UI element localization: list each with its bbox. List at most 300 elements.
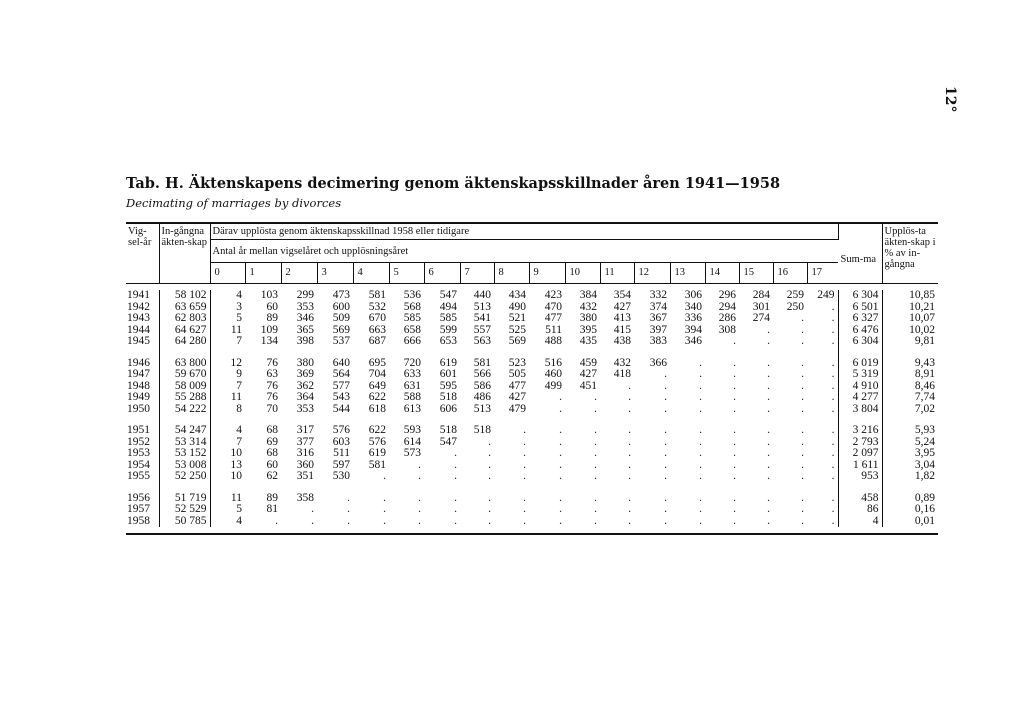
cell-year-8: . — [523, 503, 526, 515]
table-row — [126, 437, 938, 449]
cell-year-1: 63 — [266, 368, 278, 380]
row-summa: 3 804 — [838, 404, 882, 416]
cell-year-0: 13 — [230, 458, 242, 471]
cell-year-4: 532 — [368, 300, 386, 313]
cell-year-4: 581 — [368, 289, 386, 301]
cell-year-3: 597 — [332, 458, 350, 471]
row-ingangna: 64 627 — [159, 325, 210, 337]
row-summa: 458 — [838, 493, 882, 505]
cell-year-2: 299 — [296, 289, 314, 301]
cell-year-3: 544 — [332, 402, 350, 415]
row-summa: 2 097 — [838, 448, 882, 460]
cell-year-9: . — [559, 402, 562, 415]
cell-year-6: 601 — [439, 368, 457, 380]
cell-year-14: . — [733, 379, 736, 392]
header-year-7: 7 — [460, 263, 494, 284]
cell-year-13: . — [699, 356, 702, 369]
cell-year-11: 413 — [613, 312, 631, 324]
cell-year-6: 585 — [439, 312, 457, 324]
cell-year-0: 10 — [230, 447, 242, 459]
row-percent: 3,95 — [914, 447, 935, 459]
cell-year-5: 633 — [403, 368, 421, 380]
cell-year-6: . — [454, 503, 457, 515]
cell-year-5: 573 — [403, 447, 421, 459]
cell-year-12: . — [664, 503, 667, 515]
cell-year-15: 301 — [752, 300, 770, 313]
cell-year-15: . — [767, 323, 770, 336]
cell-year-6: 595 — [439, 379, 457, 392]
cell-year-13: 306 — [684, 289, 702, 301]
cell-year-0: 11 — [230, 491, 242, 504]
cell-year-17: . — [807, 336, 838, 348]
cell-year-9: 511 — [545, 323, 562, 336]
cell-year-0: 11 — [230, 391, 242, 403]
cell-year-2: 351 — [296, 470, 314, 482]
table-row — [126, 493, 938, 505]
cell-year-10: 451 — [579, 379, 597, 392]
cell-year-10: 380 — [579, 312, 597, 324]
cell-year-7: 557 — [473, 323, 491, 336]
cell-year-16: . — [801, 312, 804, 324]
cell-year-14: . — [733, 470, 736, 482]
cell-year-9: . — [559, 447, 562, 459]
row-ingangna: 59 670 — [159, 369, 210, 381]
cell-year-13: . — [699, 447, 702, 459]
cell-year-16: . — [801, 323, 804, 336]
cell-year-11: . — [628, 470, 631, 482]
row-percent: 8,46 — [914, 379, 935, 392]
cell-year-15: . — [767, 435, 770, 448]
cell-year-8: 569 — [508, 335, 526, 347]
cell-year-8: 490 — [508, 300, 526, 313]
cell-year-1: 68 — [266, 447, 278, 459]
cell-year-8: . — [523, 470, 526, 482]
cell-year-10: . — [594, 435, 597, 448]
row-ingangna: 53 152 — [159, 448, 210, 460]
cell-year-16: . — [801, 424, 804, 436]
cell-year-14: . — [733, 514, 736, 527]
cell-year-15: 284 — [752, 289, 770, 301]
header-year-3: 3 — [317, 263, 353, 284]
cell-year-5: 588 — [403, 391, 421, 403]
cell-year-12: . — [664, 368, 667, 380]
row-year: 1944 — [126, 325, 159, 337]
cell-year-5: . — [418, 458, 421, 471]
row-summa: 4 — [838, 516, 882, 528]
cell-year-0: 9 — [236, 368, 242, 380]
cell-year-2: 360 — [296, 458, 314, 471]
row-year: 1952 — [126, 437, 159, 449]
cell-year-4: 622 — [368, 391, 386, 403]
cell-year-9: 516 — [544, 356, 562, 369]
cell-year-5: 666 — [403, 335, 421, 347]
cell-year-12: 374 — [649, 300, 667, 313]
cell-year-14: . — [733, 335, 736, 347]
cell-year-6: 547 — [439, 435, 457, 448]
header-upplosta: Upplös-ta äkten-skap i % av in-gångna — [884, 226, 936, 270]
cell-year-17: 249 — [807, 290, 838, 302]
cell-year-16: . — [801, 470, 804, 482]
row-year: 1957 — [126, 504, 159, 516]
header-summa: Sum-ma — [838, 224, 882, 284]
cell-year-5: . — [418, 514, 421, 527]
row-ingangna: 63 659 — [159, 302, 210, 314]
table-row — [126, 448, 938, 460]
cell-year-2: 353 — [296, 402, 314, 415]
row-percent: 7,74 — [914, 391, 935, 403]
table-row — [126, 471, 938, 483]
cell-year-8: . — [523, 491, 526, 504]
cell-year-10: 459 — [579, 356, 597, 369]
cell-year-7: . — [488, 458, 491, 471]
row-percent: 10,07 — [909, 312, 935, 324]
cell-year-7: 486 — [473, 391, 491, 403]
cell-year-15: . — [767, 514, 770, 527]
row-ingangna: 53 314 — [159, 437, 210, 449]
cell-year-6: 518 — [439, 391, 457, 403]
row-summa: 2 793 — [838, 437, 882, 449]
cell-year-11: . — [628, 491, 631, 504]
cell-year-4: 618 — [368, 402, 386, 415]
cell-year-17: . — [807, 437, 838, 449]
cell-year-10: 427 — [579, 368, 597, 380]
cell-year-1: 70 — [266, 402, 278, 415]
cell-year-5: 568 — [403, 300, 421, 313]
cell-year-9: . — [559, 435, 562, 448]
cell-year-1: 76 — [266, 356, 278, 369]
cell-year-10: . — [594, 402, 597, 415]
cell-year-17: . — [807, 516, 838, 528]
cell-year-13: . — [699, 458, 702, 471]
row-ingangna: 62 803 — [159, 313, 210, 325]
row-summa: 3 216 — [838, 425, 882, 437]
cell-year-17: . — [807, 460, 838, 472]
cell-year-2: 316 — [296, 447, 314, 459]
cell-year-12: . — [664, 435, 667, 448]
cell-year-8: 521 — [508, 312, 526, 324]
row-ingangna: 54 247 — [159, 425, 210, 437]
cell-year-15: . — [767, 335, 770, 347]
cell-year-4: 704 — [368, 368, 386, 380]
cell-year-15: . — [767, 447, 770, 459]
cell-year-0: 7 — [236, 435, 242, 448]
cell-year-2: 377 — [296, 435, 314, 448]
cell-year-13: . — [699, 379, 702, 392]
cell-year-1: 89 — [266, 312, 278, 324]
cell-year-1: 89 — [266, 491, 278, 504]
header-year-1: 1 — [245, 263, 281, 284]
cell-year-0: 4 — [236, 424, 242, 436]
row-summa: 4 277 — [838, 392, 882, 404]
cell-year-11: . — [628, 514, 631, 527]
row-summa: 6 501 — [838, 302, 882, 314]
cell-year-9: 470 — [544, 300, 562, 313]
cell-year-11: 415 — [613, 323, 631, 336]
header-year-9: 9 — [529, 263, 565, 284]
cell-year-6: 606 — [439, 402, 457, 415]
cell-year-2: . — [311, 514, 314, 527]
row-ingangna: 51 719 — [159, 493, 210, 505]
header-year-6: 6 — [424, 263, 460, 284]
cell-year-4: 576 — [368, 435, 386, 448]
cell-year-11: 427 — [613, 300, 631, 313]
cell-year-0: 8 — [236, 402, 242, 415]
cell-year-12: . — [664, 470, 667, 482]
cell-year-11: . — [628, 424, 631, 436]
header-year-8: 8 — [494, 263, 529, 284]
row-year: 1950 — [126, 404, 159, 416]
row-year: 1958 — [126, 516, 159, 528]
header-year-2: 2 — [281, 263, 317, 284]
cell-year-7: . — [488, 435, 491, 448]
cell-year-9: . — [559, 391, 562, 403]
cell-year-16: . — [801, 356, 804, 369]
cell-year-2: 358 — [296, 491, 314, 504]
row-year: 1947 — [126, 369, 159, 381]
cell-year-7: 541 — [473, 312, 491, 324]
cell-year-8: 505 — [508, 368, 526, 380]
cell-year-16: . — [801, 368, 804, 380]
header-darav: Därav upplösta genom äktenskapsskillnad 1958 eller tidigare — [210, 224, 838, 240]
cell-year-2: . — [311, 503, 314, 515]
cell-year-4: . — [383, 491, 386, 504]
cell-year-3: 473 — [332, 289, 350, 301]
cell-year-8: 477 — [508, 379, 526, 392]
cell-year-14: . — [733, 391, 736, 403]
cell-year-6: . — [454, 514, 457, 527]
cell-year-3: 577 — [332, 379, 350, 392]
cell-year-10: . — [594, 491, 597, 504]
row-year: 1942 — [126, 302, 159, 314]
row-percent: 8,91 — [914, 368, 935, 380]
cell-year-16: . — [801, 447, 804, 459]
cell-year-3: 509 — [332, 312, 350, 324]
cell-year-8: . — [523, 447, 526, 459]
cell-year-7: 440 — [473, 289, 491, 301]
cell-year-17: . — [807, 493, 838, 505]
cell-year-14: 296 — [718, 289, 736, 301]
cell-year-11: . — [628, 435, 631, 448]
row-ingangna: 50 785 — [159, 516, 210, 528]
cell-year-4: 670 — [368, 312, 386, 324]
cell-year-9: . — [559, 458, 562, 471]
table-row — [126, 302, 938, 314]
cell-year-15: . — [767, 391, 770, 403]
header-year-15: 15 — [739, 263, 773, 284]
cell-year-5: 614 — [403, 435, 421, 448]
cell-year-2: 346 — [296, 312, 314, 324]
cell-year-15: . — [767, 356, 770, 369]
row-percent: 7,02 — [914, 402, 935, 415]
cell-year-3: 537 — [332, 335, 350, 347]
table-row — [126, 290, 938, 302]
cell-year-8: . — [523, 514, 526, 527]
cell-year-14: . — [733, 447, 736, 459]
row-summa: 6 327 — [838, 313, 882, 325]
cell-year-0: 4 — [236, 289, 242, 301]
cell-year-10: . — [594, 503, 597, 515]
cell-year-2: 317 — [296, 424, 314, 436]
cell-year-0: 10 — [230, 470, 242, 482]
cell-year-9: . — [559, 470, 562, 482]
cell-year-3: 530 — [332, 470, 350, 482]
cell-year-0: 5 — [236, 312, 242, 324]
table-row — [126, 336, 938, 348]
row-ingangna: 52 250 — [159, 471, 210, 483]
cell-year-11: 418 — [613, 368, 631, 380]
cell-year-12: . — [664, 391, 667, 403]
cell-year-11: 438 — [613, 335, 631, 347]
cell-year-7: 518 — [473, 424, 491, 436]
cell-year-4: 649 — [368, 379, 386, 392]
cell-year-2: 398 — [296, 335, 314, 347]
cell-year-14: 308 — [718, 323, 736, 336]
row-year: 1956 — [126, 493, 159, 505]
table-row — [126, 369, 938, 381]
cell-year-12: . — [664, 458, 667, 471]
cell-year-12: . — [664, 491, 667, 504]
cell-year-12: 397 — [649, 323, 667, 336]
cell-year-3: 576 — [332, 424, 350, 436]
cell-year-4: 687 — [368, 335, 386, 347]
cell-year-9: 499 — [544, 379, 562, 392]
header-year-11: 11 — [600, 263, 634, 284]
row-summa: 86 — [838, 504, 882, 516]
cell-year-12: . — [664, 424, 667, 436]
cell-year-4: . — [383, 514, 386, 527]
table-row — [126, 392, 938, 404]
row-summa: 1 611 — [838, 460, 882, 472]
row-summa: 6 019 — [838, 358, 882, 370]
row-ingangna: 55 288 — [159, 392, 210, 404]
header-year-16: 16 — [773, 263, 807, 284]
cell-year-16: 259 — [786, 289, 804, 301]
cell-year-10: 432 — [579, 300, 597, 313]
row-percent: 0,89 — [914, 491, 935, 504]
cell-year-1: 68 — [266, 424, 278, 436]
header-vigselar: Vig-sel-år — [126, 224, 159, 284]
cell-year-11: . — [628, 402, 631, 415]
cell-year-14: . — [733, 356, 736, 369]
header-year-12: 12 — [634, 263, 670, 284]
row-year: 1948 — [126, 381, 159, 393]
row-ingangna: 58 102 — [159, 290, 210, 302]
table-row — [126, 516, 938, 528]
cell-year-7: 563 — [473, 335, 491, 347]
cell-year-15: . — [767, 458, 770, 471]
header-year-0: 0 — [210, 263, 245, 284]
cell-year-1: . — [275, 514, 278, 527]
cell-year-10: . — [594, 514, 597, 527]
header-year-14: 14 — [705, 263, 739, 284]
table-row — [126, 425, 938, 437]
row-year: 1954 — [126, 460, 159, 472]
cell-year-3: 569 — [332, 323, 350, 336]
cell-year-0: 5 — [236, 503, 242, 515]
cell-year-2: 362 — [296, 379, 314, 392]
row-percent: 0,16 — [914, 503, 935, 515]
cell-year-4: 622 — [368, 424, 386, 436]
cell-year-10: . — [594, 447, 597, 459]
cell-year-17: . — [807, 392, 838, 404]
cell-year-9: 477 — [544, 312, 562, 324]
cell-year-1: 81 — [266, 503, 278, 515]
cell-year-4: . — [383, 470, 386, 482]
cell-year-5: 720 — [403, 356, 421, 369]
divorce-table — [126, 222, 938, 535]
cell-year-10: 435 — [579, 335, 597, 347]
cell-year-0: 12 — [230, 356, 242, 369]
cell-year-3: . — [347, 514, 350, 527]
row-percent: 10,21 — [909, 300, 935, 313]
row-ingangna: 54 222 — [159, 404, 210, 416]
cell-year-7: . — [488, 503, 491, 515]
cell-year-0: 7 — [236, 335, 242, 347]
cell-year-1: 62 — [266, 470, 278, 482]
cell-year-12: 366 — [649, 356, 667, 369]
table-row — [126, 504, 938, 516]
cell-year-4: . — [383, 503, 386, 515]
cell-year-1: 76 — [266, 391, 278, 403]
cell-year-7: 513 — [473, 300, 491, 313]
cell-year-7: 586 — [473, 379, 491, 392]
cell-year-17: . — [807, 404, 838, 416]
cell-year-8: 479 — [508, 402, 526, 415]
row-year: 1943 — [126, 313, 159, 325]
row-summa: 953 — [838, 471, 882, 483]
cell-year-17: . — [807, 381, 838, 393]
cell-year-0: 7 — [236, 379, 242, 392]
cell-year-3: 640 — [332, 356, 350, 369]
row-year: 1946 — [126, 358, 159, 370]
cell-year-5: 585 — [403, 312, 421, 324]
cell-year-16: . — [801, 503, 804, 515]
cell-year-13: . — [699, 391, 702, 403]
row-year: 1951 — [126, 425, 159, 437]
cell-year-7: . — [488, 514, 491, 527]
cell-year-10: 384 — [579, 289, 597, 301]
row-ingangna: 64 280 — [159, 336, 210, 348]
cell-year-6: . — [454, 491, 457, 504]
row-summa: 4 910 — [838, 381, 882, 393]
cell-year-11: . — [628, 379, 631, 392]
row-summa: 6 476 — [838, 325, 882, 337]
cell-year-7: 581 — [473, 356, 491, 369]
cell-year-6: . — [454, 458, 457, 471]
cell-year-15: . — [767, 470, 770, 482]
cell-year-5: . — [418, 470, 421, 482]
row-summa: 6 304 — [838, 336, 882, 348]
row-percent: 9,43 — [914, 356, 935, 369]
row-year: 1955 — [126, 471, 159, 483]
cell-year-7: 566 — [473, 368, 491, 380]
cell-year-14: . — [733, 435, 736, 448]
row-summa: 5 319 — [838, 369, 882, 381]
cell-year-13: 336 — [684, 312, 702, 324]
cell-year-15: . — [767, 503, 770, 515]
cell-year-16: . — [801, 435, 804, 448]
cell-year-13: . — [699, 470, 702, 482]
cell-year-17: . — [807, 358, 838, 370]
cell-year-5: . — [418, 491, 421, 504]
cell-year-12: . — [664, 379, 667, 392]
row-percent: 1,82 — [914, 470, 935, 482]
cell-year-6: 599 — [439, 323, 457, 336]
cell-year-8: . — [523, 435, 526, 448]
header-year-5: 5 — [389, 263, 424, 284]
cell-year-13: . — [699, 424, 702, 436]
cell-year-3: 564 — [332, 368, 350, 380]
